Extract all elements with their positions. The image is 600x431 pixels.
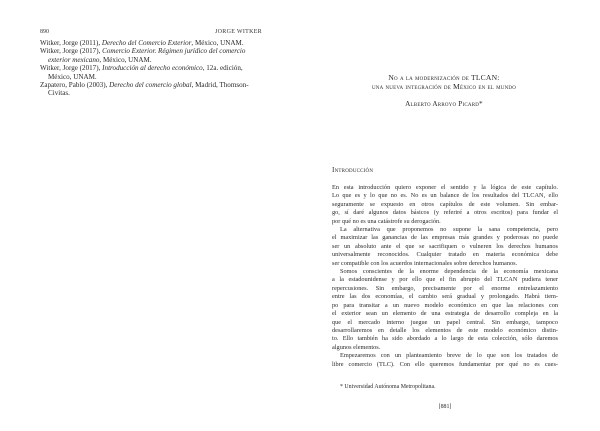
bibliography-entry: Witker, Jorge (2017), Comercio Exterior. Régimen jurídico del comercio exterior mexicano, México, UNAM. [40,47,246,64]
body-line: universalmente reconocidos. Cualquier tratado en materia económica debe [332,251,558,259]
body-line: po para transitar a un nuevo modelo económico en que las relaciones con [332,301,558,309]
folio: [881] [438,404,452,410]
bibliography-entry: Witker, Jorge (2011), Derecho del Comercio Exterior, México, UNAM. [40,39,244,47]
body-line: que el mercado interno juegue un papel central. Sin embargo, tampoco [332,318,558,326]
footnote: * Universidad Autónoma Metropolitana. [340,384,436,390]
body-line: algunos elementos. [332,343,381,351]
body-line: Somos conscientes de la enorme dependencia de la economía mexicana [340,268,558,276]
body-line: Lo que es y lo que no es. No es un balance de los resultados del TLCAN, ello [332,192,558,200]
bibliography [40,39,266,98]
body-line: el maximizar las ganancias de las empresas más grandes y poderosas no puede [332,234,558,242]
body-line: En esta introducción quiero exponer el sentido y la lógica de este capítulo. [332,184,558,191]
bibliography-entry: Witker, Jorge (2017), Introducción al derecho económico, 12a. edición, México, UNAM. [40,64,243,81]
body-line: desarrollaremos en detalle los elementos de este modelo económico distin- [332,326,558,334]
body-line: por qué no es una catástrofe su derogación. [332,217,441,225]
bibliography-entry: Zapatero, Pablo (2003), Derecho del comercio global, Madrid, Thomson-Civitas. [40,81,249,98]
body-line: La alternativa que proponemos no supone la sana competencia, pero [340,226,558,234]
body-line: to. Ello también ha sido abordado a lo largo de esta colección, sólo daremos [332,335,558,343]
chapter-title-block [339,74,549,108]
chapter-title-line-1: No a la modernización de TLCAN: [388,73,500,82]
running-head-author: JORGE WITKER [215,29,262,35]
body-line: seguramente se expuesto en otros capítulos de este volumen. Sin embar- [332,200,558,208]
chapter-author: Alberto Arroyo Picard* [405,99,483,108]
body-line: go, sí daré algunos datos básicos (y referiré a otros escritos) para fundar el [332,209,558,217]
body-line: a la estadounidense y por ello que el fin abrupto del TLCAN pudiera tener [332,276,558,284]
body-line: Empezaremos con un planteamiento breve de lo que son los tratados de [340,352,558,360]
body-line: ser compatible con los acuerdos internacionales sobre derechos humanos. [332,259,518,267]
chapter-title-line-2: una nueva integración de México en el mundo [371,81,517,91]
section-heading: Introducción [332,166,374,174]
body-line: repercusiones. Sin embargo, precisamente por el enorme entrelazamiento [332,284,558,292]
body-line: entre las dos economías, el cambio será gradual y prolongado. Habrá tiem- [332,293,558,301]
body-line: libre comercio (TLC). Con ello queremos fundamentar por qué no es cues- [332,360,558,368]
page-number: 890 [40,29,49,35]
body-text [332,184,558,369]
body-line: ser un absoluto ante el que se sacrifiquen o vulneren los derechos humanos [332,242,558,250]
body-line: el exterior sean un elemento de una estrategia de desarrollo compleja en la [332,310,558,318]
